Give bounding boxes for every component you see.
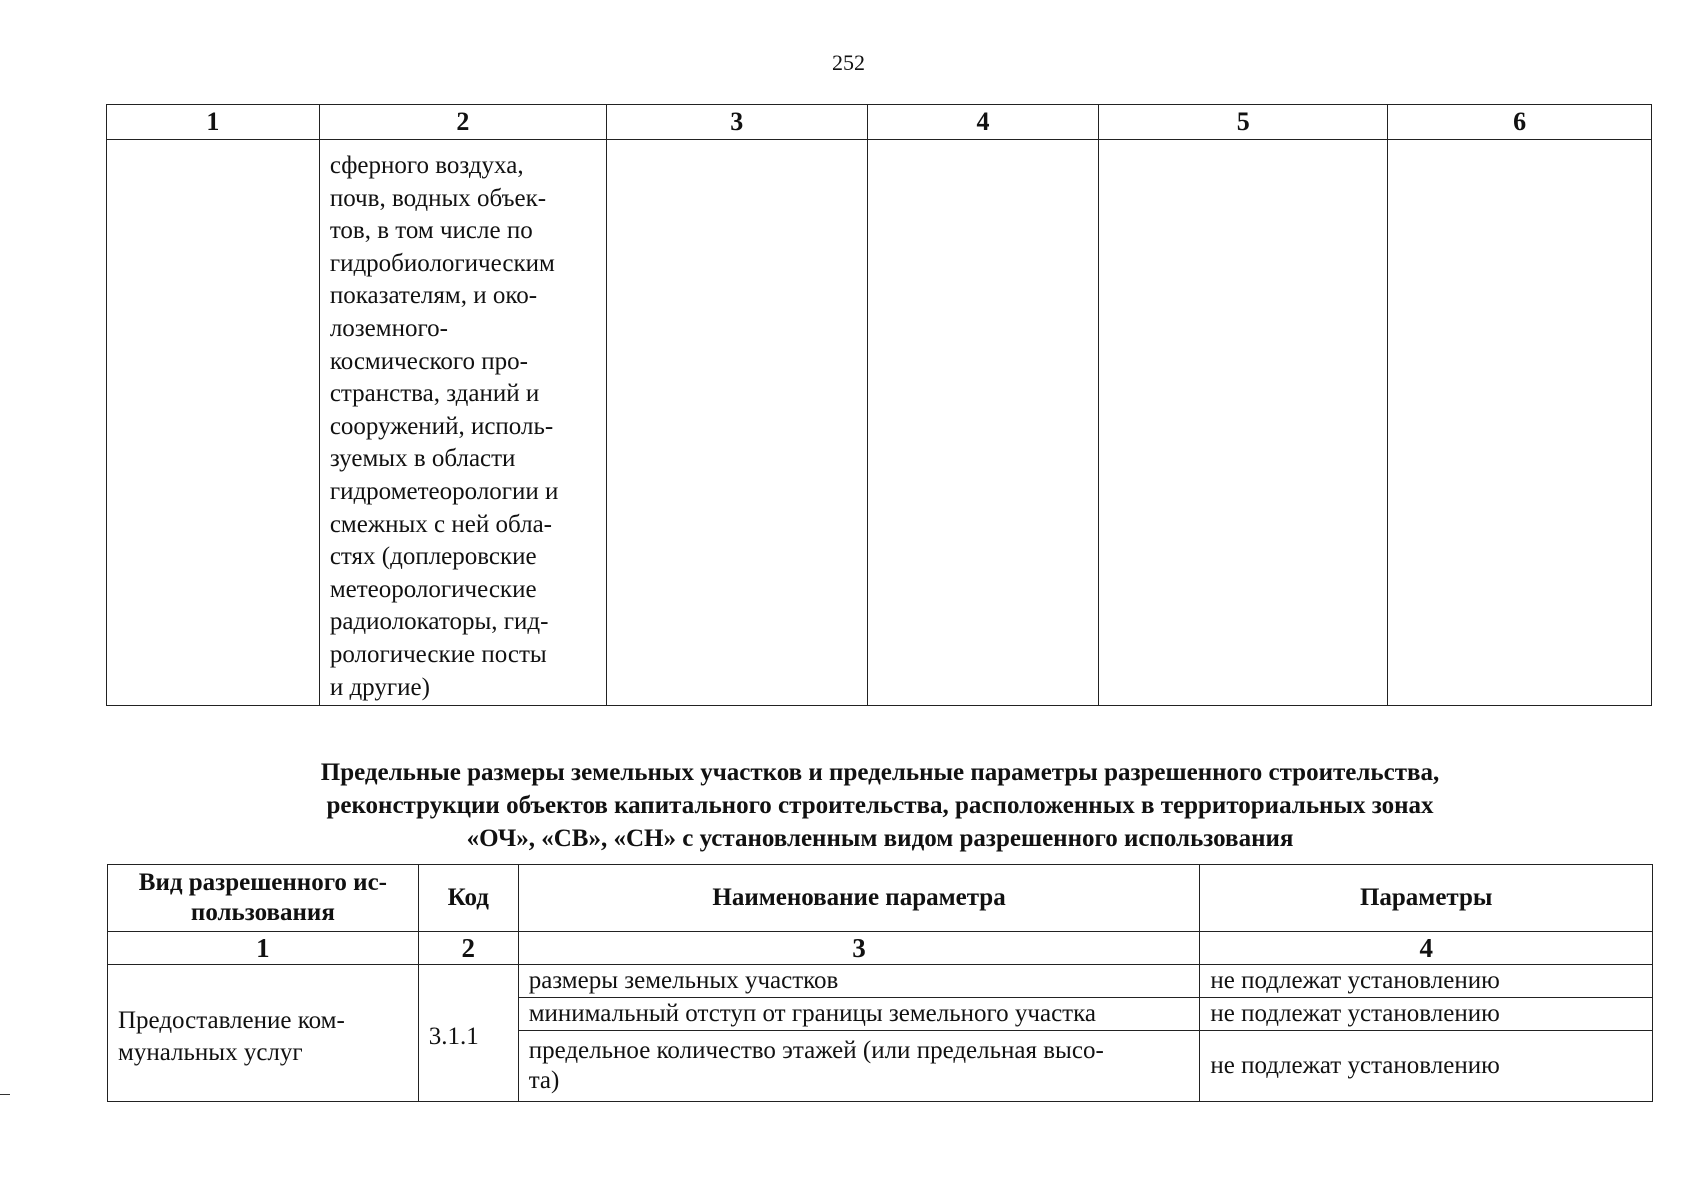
header-code: Код	[418, 865, 518, 932]
text-line: сооружений, исполь-	[329, 412, 554, 440]
empty-cell	[107, 140, 320, 706]
column-number: 6	[1388, 105, 1652, 140]
header-use-type: Вид разрешенного ис- пользования	[108, 865, 419, 932]
code-cell: 3.1.1	[418, 965, 518, 1102]
text-line: лоземного-	[329, 314, 448, 342]
column-number-row	[107, 105, 1652, 140]
column-number: 4	[867, 105, 1099, 140]
text-line: стях (доплеровские	[329, 543, 537, 571]
table-row	[107, 140, 1652, 706]
text-line: мунальных услуг	[118, 1039, 303, 1066]
text-line: почв, водных объек-	[329, 184, 547, 212]
column-number: 3	[518, 932, 1200, 965]
text-line: тов, в том числе по	[329, 217, 533, 245]
column-number: 5	[1099, 105, 1388, 140]
param-name-cell: размеры земельных участков	[518, 965, 1200, 998]
text-line: смежных с ней обла-	[329, 510, 552, 538]
param-name-cell	[518, 1031, 1200, 1102]
text-line: Предоставление ком-	[118, 1007, 345, 1034]
empty-cell	[606, 140, 867, 706]
empty-cell	[1099, 140, 1388, 706]
column-number: 1	[107, 105, 320, 140]
column-number: 2	[418, 932, 518, 965]
heading-line: реконструкции объектов капитального строительства, расположенных в территориальных зонах	[326, 792, 1434, 819]
header-param-name: Наименование параметра	[518, 865, 1200, 932]
column-number: 3	[606, 105, 867, 140]
description-cell	[319, 140, 606, 706]
text-line: сферного воздуха,	[329, 152, 524, 179]
text-line: рологические посты	[329, 640, 547, 668]
empty-cell	[1388, 140, 1652, 706]
param-name-cell: минимальный отступ от границы земельного участка	[518, 998, 1200, 1031]
column-number-row	[108, 932, 1653, 965]
text-line: гидрометеорологии и	[329, 477, 559, 505]
text-line: странства, зданий и	[329, 380, 540, 408]
text-line: радиолокаторы, гид-	[329, 608, 549, 636]
param-value-cell: не подлежат установлению	[1200, 965, 1653, 998]
param-value-cell: не подлежат установлению	[1200, 998, 1653, 1031]
header-row	[108, 865, 1653, 932]
text-line: гидробиологическим	[329, 249, 555, 277]
continued-table	[106, 104, 1652, 706]
column-number: 4	[1200, 932, 1653, 965]
heading-line: «ОЧ», «СВ», «СН» с установленным видом разрешенного использования	[466, 825, 1294, 852]
text-line: космического про-	[329, 347, 528, 375]
parameters-table	[107, 864, 1653, 1102]
text-line: метеорологические	[329, 575, 537, 603]
empty-cell	[867, 140, 1099, 706]
column-number: 1	[108, 932, 419, 965]
text-line: зуемых в области	[329, 445, 516, 473]
table-row	[108, 965, 1653, 998]
header-params: Параметры	[1200, 865, 1653, 932]
section-heading	[0, 756, 1697, 855]
text-line: показателям, и око-	[329, 282, 538, 310]
column-number: 2	[319, 105, 606, 140]
text-line: предельное количество этажей (или предельная высо-	[528, 1037, 1104, 1064]
margin-mark	[0, 1094, 10, 1095]
use-type-cell	[108, 965, 419, 1102]
heading-line: Предельные размеры земельных участков и предельные параметры разрешенного строительства,	[320, 759, 1440, 786]
text-line: та)	[528, 1067, 560, 1094]
text-line: и другие)	[329, 673, 430, 701]
page-number: 252	[832, 50, 865, 75]
param-value-cell: не подлежат установлению	[1200, 1031, 1653, 1102]
